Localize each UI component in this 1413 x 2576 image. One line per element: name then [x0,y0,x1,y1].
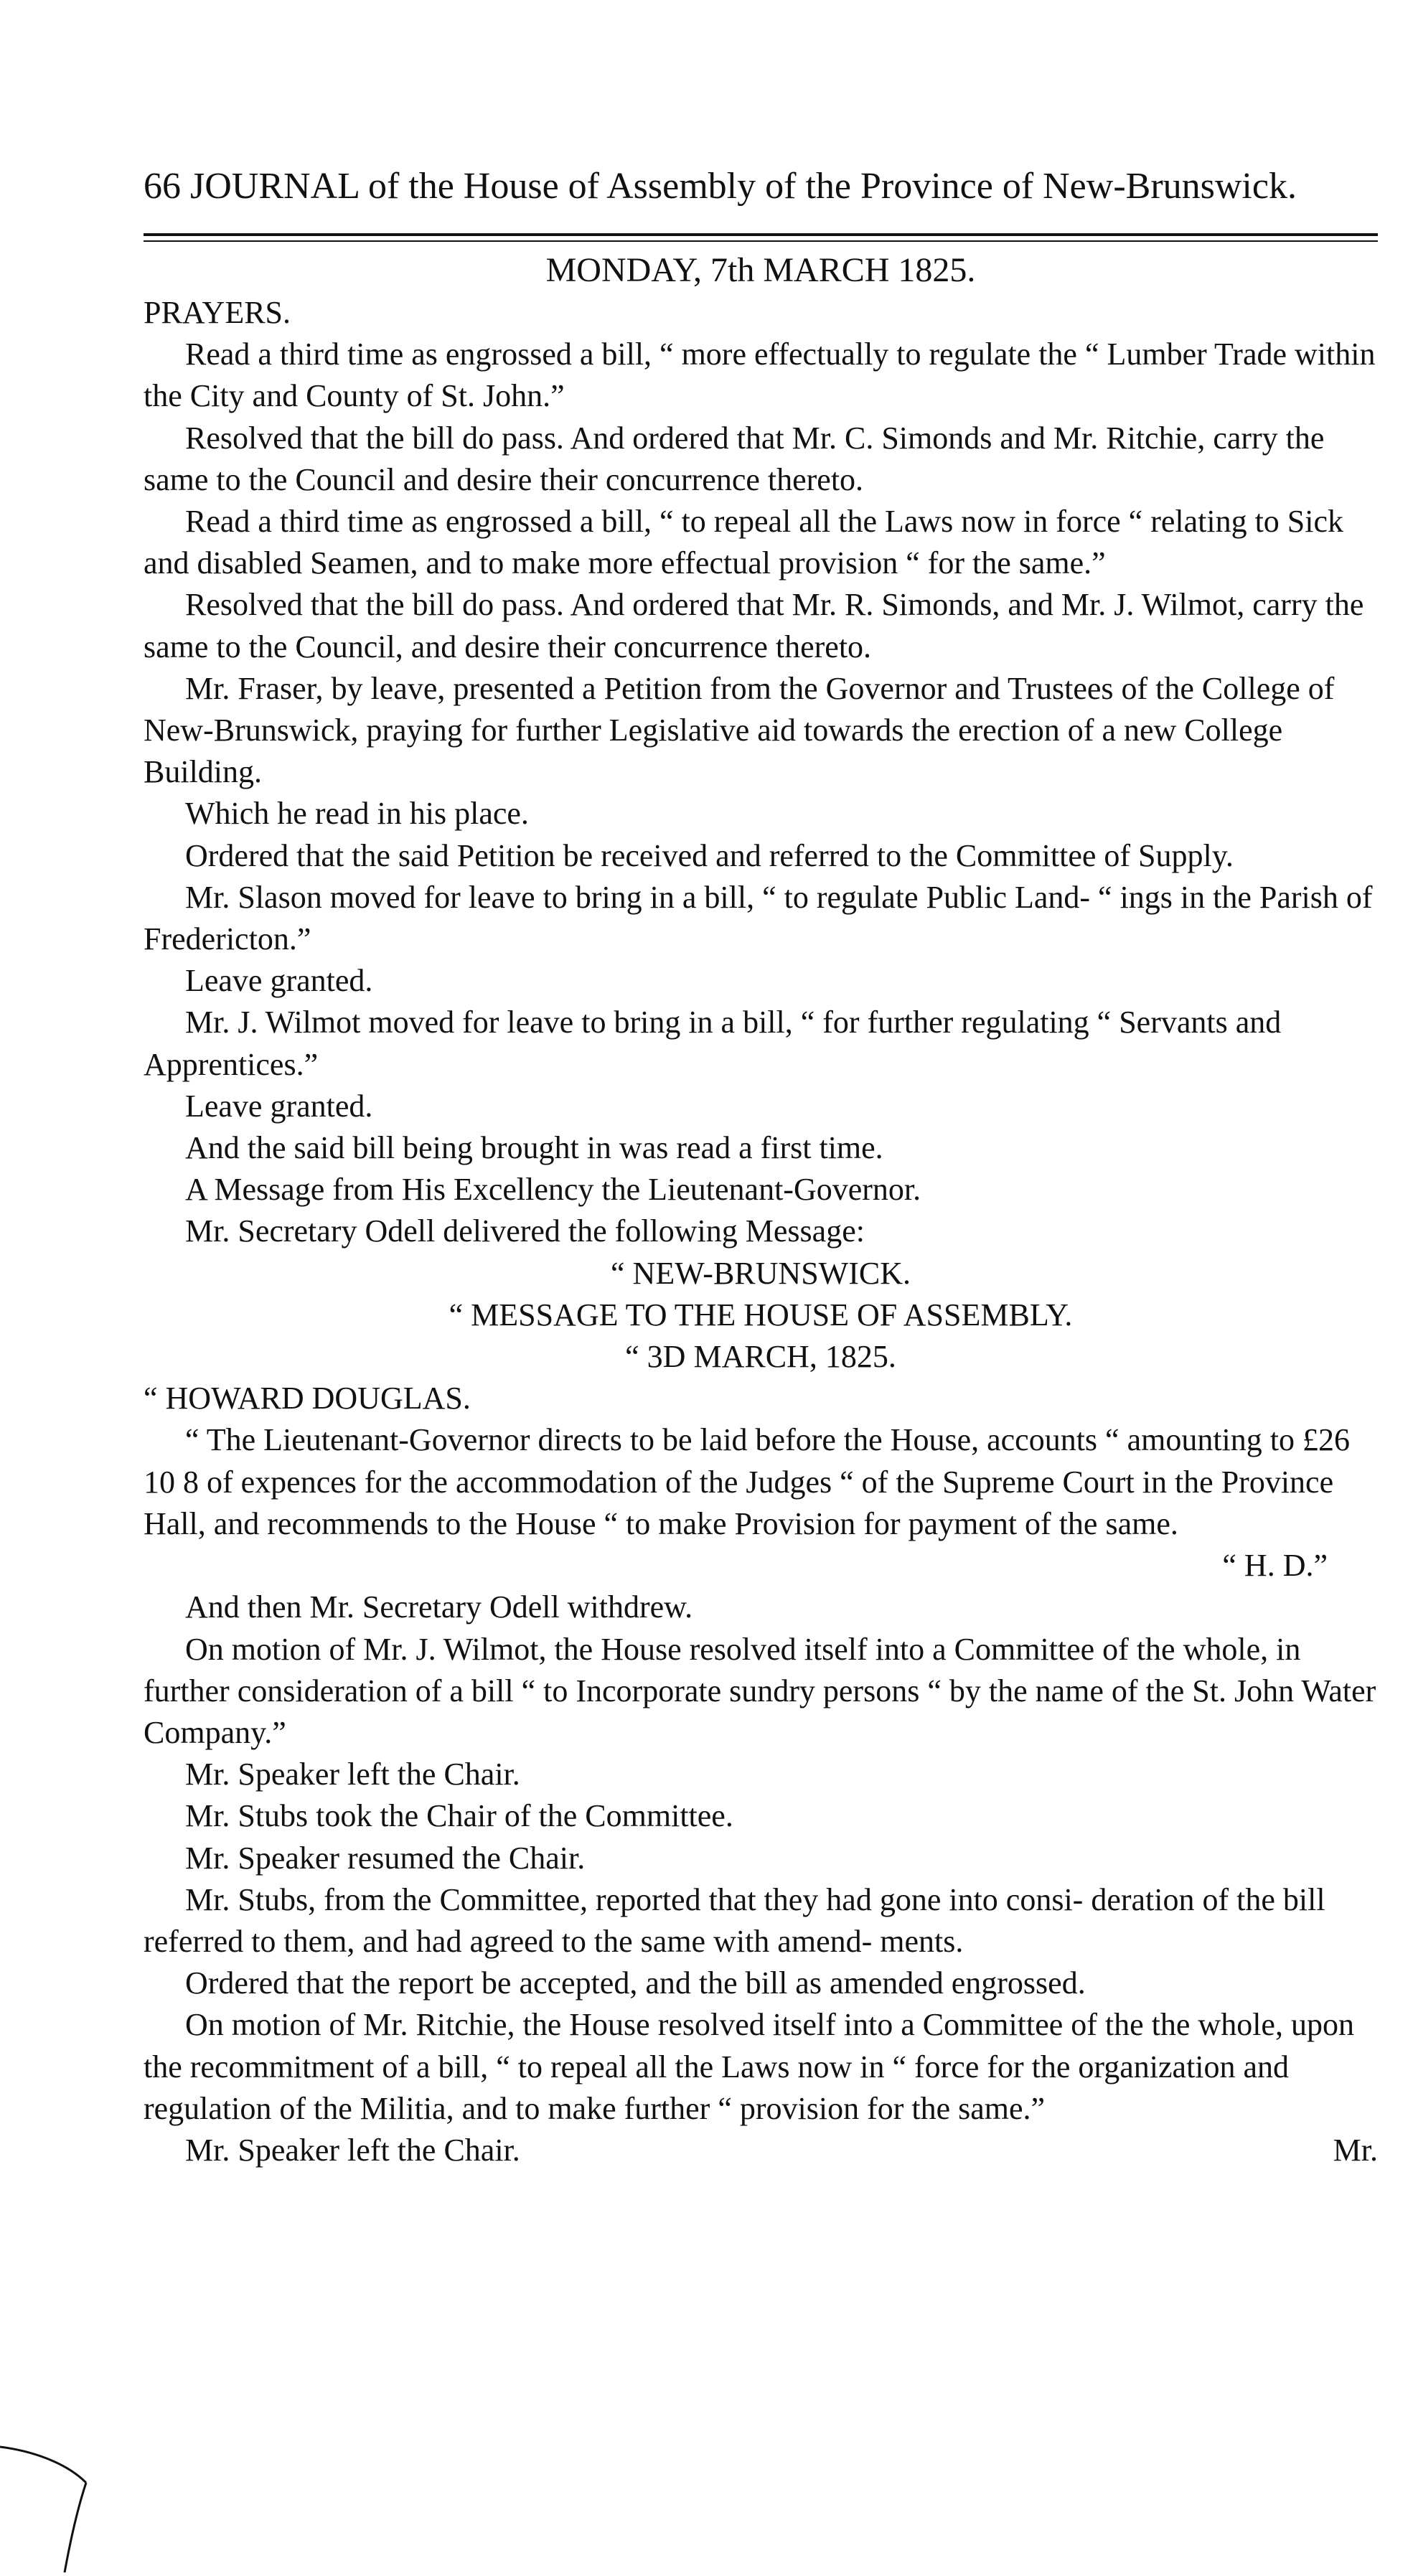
running-header [144,161,1378,212]
header-title: JOURNAL of the House of Assembly of the Province of New-Brunswick. [190,166,1297,207]
page-number: 66 [144,166,181,207]
message-heading-title: “ MESSAGE TO THE HOUSE OF ASSEMBLY. [449,1297,1073,1332]
message-body: “ The Lieutenant-Governor directs to be laid before the House, accounts “ amounting to £26 10 8 of expences for the accommodation of the Judges “ of the Supreme Court in the Province Hall, and recommends to the House “ to make Provision for payment of the same. [144,1422,1350,1541]
paragraph: Mr. Secretary Odell delivered the following Message: [185,1213,865,1249]
paragraph: Mr. Speaker left the Chair. [185,2132,520,2168]
paragraph: Mr. Stubs, from the Committee, reported that they had gone into consi- deration of the bill referred to them, and had agreed to the same with amend- ments. [144,1881,1325,1959]
paragraph: On motion of Mr. Ritchie, the House resolved itself into a Committee of the the whole, upon the recommitment of a bill, “ to repeal all the Laws now in “ force for the organization and regulation of the Militia, and to make further “ provision for the same.” [144,2007,1354,2126]
paragraph: Ordered that the said Petition be received and referred to the Committee of Supply. [185,837,1234,873]
page-edge-mark [0,2432,93,2576]
paragraph: Read a third time as engrossed a bill, “ more effectually to regulate the “ Lumber Trade within the City and County of St. John.” [144,337,1376,414]
paragraph: On motion of Mr. J. Wilmot, the House resolved itself into a Committee of the whole, in further consideration of a bill “ to Incorporate sundry persons “ by the name of the St. John Water Company.” [144,1631,1376,1750]
paragraph: And the said bill being brought in was read a first time. [185,1130,883,1166]
paragraph: Mr. J. Wilmot moved for leave to bring in a bill, “ for further regulating “ Servants and Apprentices.” [144,1005,1282,1082]
paragraph: Read a third time as engrossed a bill, “ to repeal all the Laws now in force “ relating to Sick and disabled Seamen, and to make more effectual provision “ for the same.” [144,504,1344,581]
paragraph: Mr. Slason moved for leave to bring in a bill, “ to regulate Public Land- “ ings in the Parish of Fredericton.” [144,879,1373,957]
message-initials: “ H. D.” [1222,1548,1328,1584]
paragraph: Leave granted. [185,1088,373,1124]
last-line [144,2130,1378,2171]
paragraph: Leave granted. [185,963,373,999]
journal-page [144,161,1378,2171]
paragraph: Mr. Speaker resumed the Chair. [185,1840,586,1876]
paragraph: Resolved that the bill do pass. And ordered that Mr. C. Simonds and Mr. Ritchie, carry the same to the Council and desire their concurrence thereto. [144,420,1325,497]
paragraph: Which he read in his place. [185,796,529,832]
paragraph: Mr. Speaker left the Chair. [185,1757,520,1792]
header-rule-thick [144,233,1378,236]
paragraph: Mr. Stubs took the Chair of the Committee. [185,1798,733,1834]
message-signatory: “ HOWARD DOUGLAS. [144,1381,471,1416]
catchword: Mr. [1333,2132,1378,2168]
paragraph: Resolved that the bill do pass. And ordered that Mr. R. Simonds, and Mr. J. Wilmot, carry the same to the Council, and desire their concurrence thereto. [144,587,1364,664]
paragraph: Mr. Fraser, by leave, presented a Petition from the Governor and Trustees of the College of New-Brunswick, praying for further Legislative aid towards the erection of a new College Building. [144,670,1335,790]
paragraph: And then Mr. Secretary Odell withdrew. [185,1589,693,1625]
paragraph: A Message from His Excellency the Lieutenant-Governor. [185,1172,921,1208]
paragraph: Ordered that the report be accepted, and the bill as amended engrossed. [185,1965,1086,2001]
date-heading: MONDAY, 7th MARCH 1825. [545,251,976,289]
message-heading-province: “ NEW-BRUNSWICK. [611,1255,911,1291]
journal-body [144,292,1378,2171]
message-heading-date: “ 3D MARCH, 1825. [625,1339,896,1375]
prayers-heading: PRAYERS. [144,295,291,330]
